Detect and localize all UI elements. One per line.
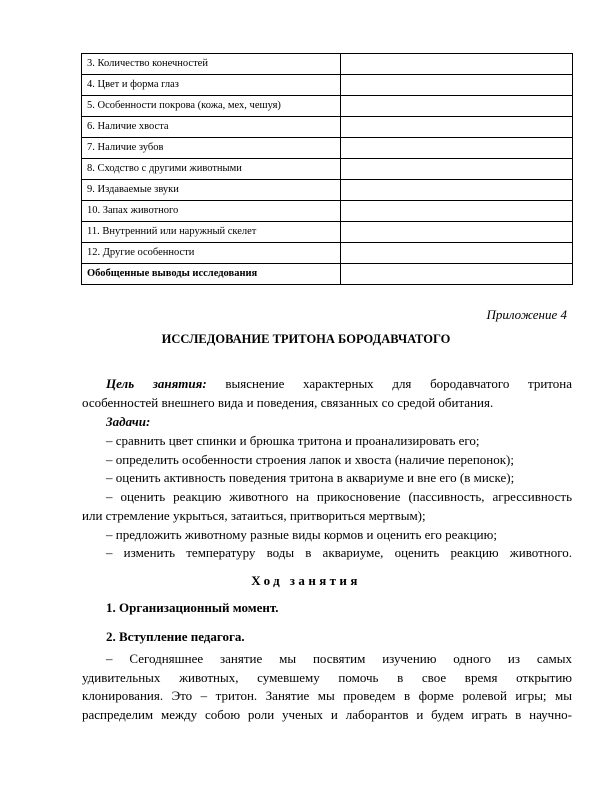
row-label: 4. Цвет и форма глаз xyxy=(82,75,341,96)
speech-line: – Сегодняшнее занятие мы посвятим изучению одного из самых xyxy=(106,651,572,666)
row-label: 12. Другие особенности xyxy=(82,243,341,264)
row-label: 6. Наличие хвоста xyxy=(82,117,341,138)
table-row xyxy=(82,243,573,264)
table-row xyxy=(82,117,573,138)
row-value-cell xyxy=(341,96,573,117)
list-item: или стремление укрыться, затаиться, притвориться мертвым); xyxy=(82,507,426,523)
goal-text: выяснение характерных для бородавчатого тритона xyxy=(225,376,573,391)
table-row xyxy=(82,75,573,96)
goal-line-1 xyxy=(106,375,572,394)
speech-line: клонирования. Это – тритон. Занятие мы проведем в форме ролевой игры; мы xyxy=(82,688,572,704)
row-label: 3. Количество конечностей xyxy=(82,54,341,75)
teacher-speech xyxy=(82,650,572,725)
goal-line-2: особенностей внешнего вида и поведения, связанных со средой обитания. xyxy=(82,394,494,410)
research-table xyxy=(81,53,573,285)
appendix-label: Приложение 4 xyxy=(486,307,567,322)
row-value-cell xyxy=(341,75,573,96)
tasks-list xyxy=(82,432,572,563)
table-row xyxy=(82,138,573,159)
row-label: 9. Издаваемые звуки xyxy=(82,180,341,201)
step-introduction: 2. Вступление педагога. xyxy=(106,629,245,644)
row-label: 8. Сходство с другими животными xyxy=(82,159,341,180)
table-row xyxy=(82,54,573,75)
list-item: – оценить реакцию животного на прикосновение (пассивность, агрессивность xyxy=(106,489,572,505)
speech-line: удивительных животных, сумевшему помочь в свое время открытию xyxy=(82,669,572,685)
list-item: – изменить температуру воды в аквариуме, оценить реакцию животного. xyxy=(106,545,572,561)
row-label: 5. Особенности покрова (кожа, мех, чешуя) xyxy=(82,96,341,117)
row-value-cell xyxy=(341,180,573,201)
goal-lead: Цель занятия: xyxy=(106,376,207,391)
row-label: 7. Наличие зубов xyxy=(82,138,341,159)
list-item: – предложить животному разные виды кормов и оценить его реакцию; xyxy=(106,526,497,542)
row-value-cell xyxy=(341,159,573,180)
row-value-cell xyxy=(341,264,573,285)
table-row xyxy=(82,201,573,222)
section-title: ИССЛЕДОВАНИЕ ТРИТОНА БОРОДАВЧАТОГО xyxy=(161,332,451,346)
row-value-cell xyxy=(341,222,573,243)
row-label: 11. Внутренний или наружный скелет xyxy=(82,222,341,243)
course-heading: Ход занятия xyxy=(251,573,361,588)
table-row xyxy=(82,159,573,180)
table-row xyxy=(82,180,573,201)
row-label: 10. Запах животного xyxy=(82,201,341,222)
table-row xyxy=(82,96,573,117)
row-value-cell xyxy=(341,201,573,222)
goal-paragraph xyxy=(82,375,573,412)
row-value-cell xyxy=(341,243,573,264)
row-value-cell xyxy=(341,54,573,75)
row-value-cell xyxy=(341,117,573,138)
table-row xyxy=(82,222,573,243)
list-item: – сравнить цвет спинки и брюшка тритона и проанализировать его; xyxy=(106,433,480,448)
table-row-summary xyxy=(82,264,573,285)
row-value-cell xyxy=(341,138,573,159)
row-label: Обобщенные выводы исследования xyxy=(82,264,341,285)
tasks-heading: Задачи: xyxy=(106,414,151,429)
step-organizational: 1. Организационный момент. xyxy=(106,600,279,615)
speech-line: распределим между собою роли ученых и лаборантов и будем играть в научно- xyxy=(82,707,572,723)
list-item: – определить особенности строения лапок и хвоста (наличие перепонок); xyxy=(106,451,514,467)
list-item: – оценить активность поведения тритона в аквариуме и вне его (в миске); xyxy=(106,470,515,486)
